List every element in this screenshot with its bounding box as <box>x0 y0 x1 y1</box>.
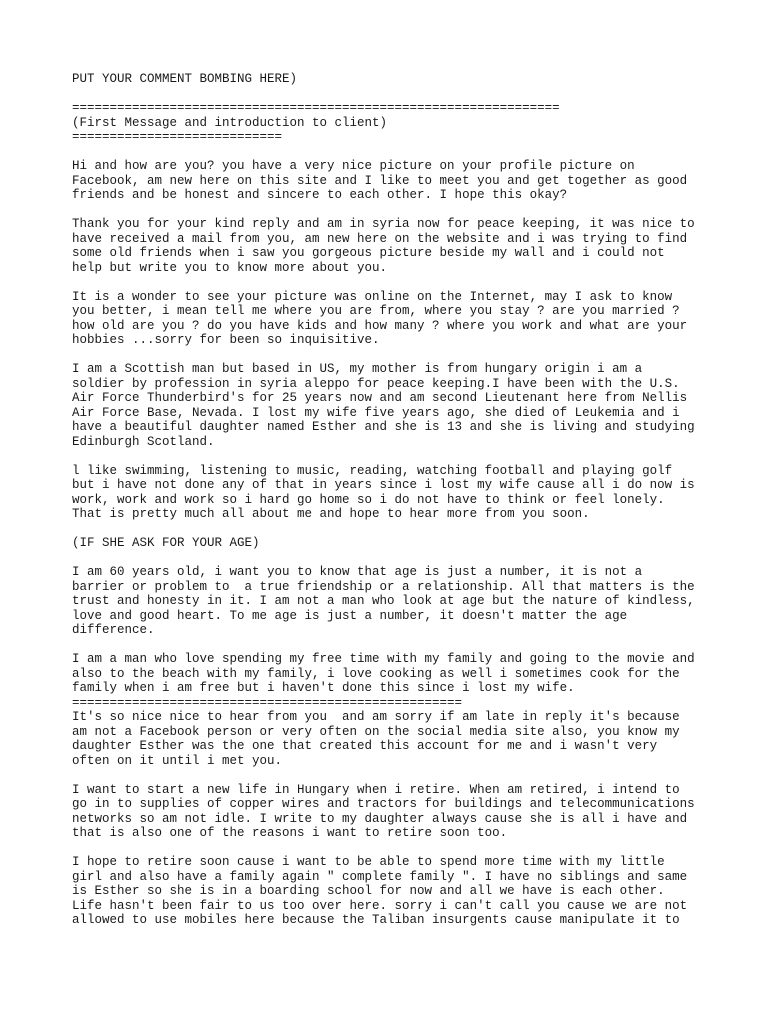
paragraph-retire-soon: I hope to retire soon cause i want to be able to spend more time with my little girl and also have a family again " complete family ". I have no siblings and same is Esther so she is in a boarding school for now and all we have is each other. Life hasn't been fair to us too over here. sorry i can't call you cause we are not allowed to use mobiles here because the Taliban insurgents cause manipulate it to <box>72 855 688 927</box>
document-heading: PUT YOUR COMMENT BOMBING HERE) <box>72 72 298 86</box>
separator-long: ================================================================= <box>72 101 560 115</box>
separator-mid: ==================================================== <box>72 695 463 710</box>
paragraph-reply: Thank you for your kind reply and am in syria now for peace keeping, it was nice to have received a mail from you, am new here on the website and i was trying to find some old friends when i saw you gorgeous picture beside my wall and i could not help but write you to know more about you. <box>72 217 695 275</box>
paragraph-retire-plans: I want to start a new life in Hungary when i retire. When am retired, i intend to go in to supplies of copper wires and tractors for buildings and telecommunications networks so am not idle. I write to my daughter always cause she is all i have and that is also one of the reasons i want to retire soon too. <box>72 782 695 840</box>
paragraph-late-reply: It's so nice nice to hear from you and am sorry if am late in reply it's because am not a Facebook person or very often on the social media site also, you know my daughter Esther was the one that created this account for me and i wasn't very often on it until i met you. <box>72 710 680 768</box>
paragraph-questions: It is a wonder to see your picture was online on the Internet, may I ask to know you better, i mean tell me where you are from, where you stay ? are you married ? how old are you ? do you have kids and how many ? where you work and what are your hobbies ...sorry for been so inquisitive. <box>72 289 688 347</box>
paragraph-greeting: Hi and how are you? you have a very nice picture on your profile picture on Facebook, am new here on this site and I like to meet you and get together as good friends and be honest and sincere to each other. I hope this okay? <box>72 159 688 202</box>
paragraph-age: I am 60 years old, i want you to know that age is just a number, it is not a barrier or problem to a true friendship or a relationship. All that matters is the trust and honesty in it. I am not a man who look at age but the nature of kindless, love and good heart. To me age is just a number, it doesn't matter the age difference. <box>72 565 695 637</box>
separator-short: ============================ <box>72 130 283 144</box>
paragraph-background: I am a Scottish man but based in US, my mother is from hungary origin i am a soldier by profession in syria aleppo for peace keeping.I have been with the U.S. Air Force Thunderbird's for 25 years now and am second Lieutenant here from Nellis Air Force Base, Nevada. I lost my wife five years ago, she died of Leukemia and i have a beautiful daughter named Esther and she is 13 and she is living and studying Edinburgh Scotland. <box>72 362 695 449</box>
paragraph-hobbies: l like swimming, listening to music, reading, watching football and playing golf but i have not done any of that in years since i lost my wife cause all i do now is work, work and work so i hard go home so i do not have to think or feel lonely. That is pretty much all about me and hope to hear more from you soon. <box>72 463 695 521</box>
paragraph-family: I am a man who love spending my free time with my family and going to the movie and also to the beach with my family, i love cooking as well i sometimes cook for the family when i am free but i haven't done this since i lost my wife. <box>72 652 695 695</box>
intro-label: (First Message and introduction to client) <box>72 115 388 130</box>
age-label: (IF SHE ASK FOR YOUR AGE) <box>72 536 260 550</box>
